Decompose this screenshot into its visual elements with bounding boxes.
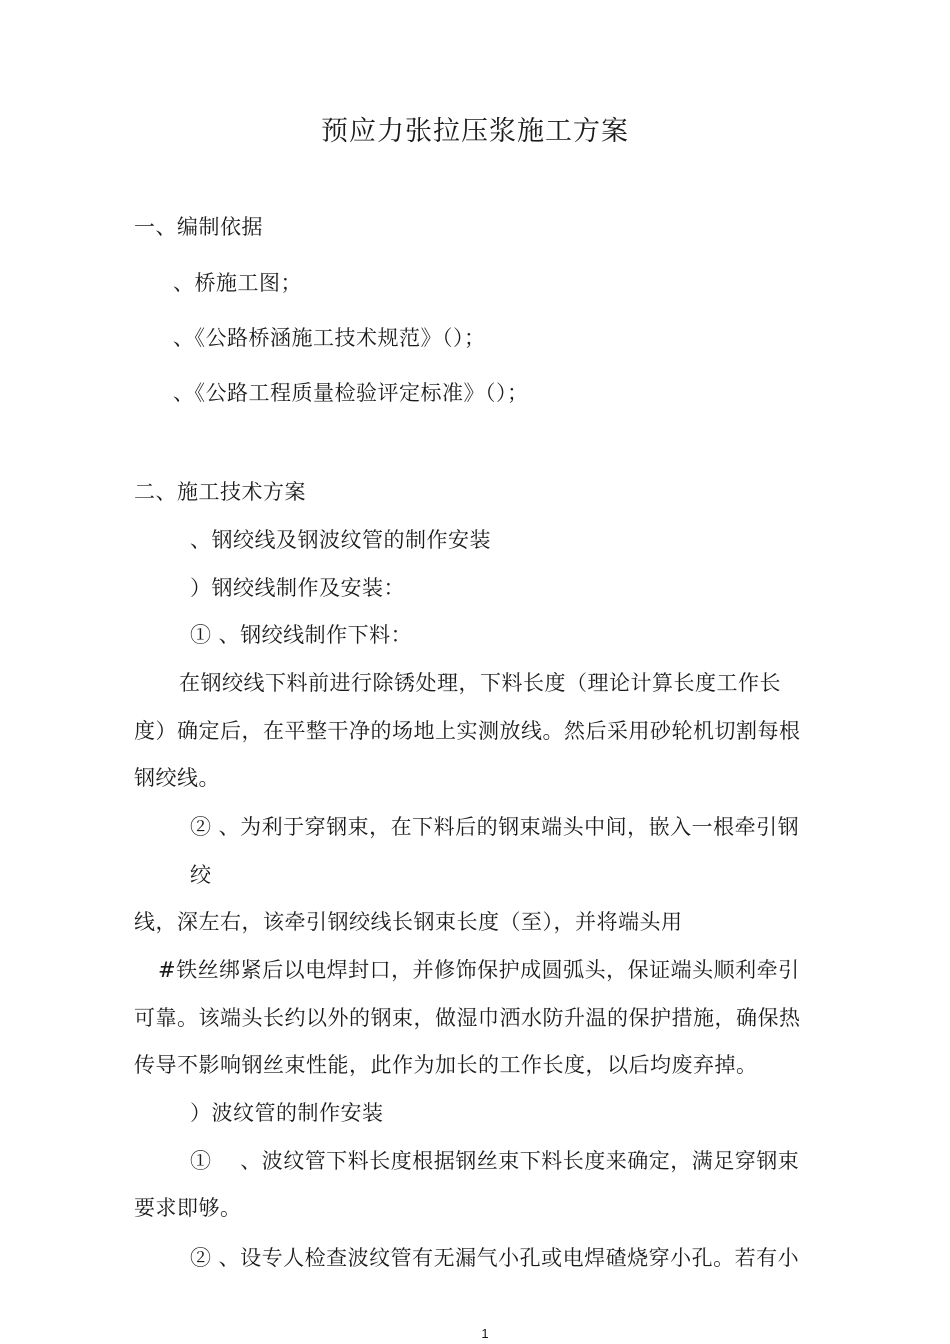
list-item: 、《公路工程质量检验评定标准》（）； [173, 381, 529, 405]
subsection-heading: ① 、钢绞线制作下料： [190, 623, 413, 647]
paragraph-line: 在钢绞线下料前进行除锈处理，下料长度（理论计算长度工作长 [179, 671, 781, 695]
paragraph-line: 要求即够。 [134, 1196, 242, 1220]
paragraph-line: ② 、为利于穿钢束，在下料后的钢束端头中间，嵌入一根牵引钢 [190, 815, 800, 839]
section-heading-basis: 一、编制依据 [134, 215, 263, 239]
paragraph-line: 绞 [190, 863, 212, 887]
paragraph-line: #铁丝绑紧后以电焊封口，并修饰保护成圆弧头，保证端头顺利牵引 [158, 958, 800, 982]
subsection-heading: ）波纹管的制作安装 [190, 1101, 384, 1125]
document-title: 预应力张拉压浆施工方案 [321, 116, 629, 147]
paragraph-line: 可靠。该端头长约以外的钢束，做湿巾洒水防升温的保护措施，确保热 [134, 1006, 801, 1030]
subsection-heading: 、钢绞线及钢波纹管的制作安装 [190, 528, 491, 552]
list-item: 、《公路桥涵施工技术规范》（）； [173, 326, 486, 350]
paragraph-line: 钢绞线。 [134, 766, 220, 790]
section-heading-plan: 二、施工技术方案 [134, 480, 306, 504]
list-item: 、桥施工图； [173, 271, 302, 295]
paragraph-line: 度）确定后，在平整干净的场地上实测放线。然后采用砂轮机切割每根 [134, 719, 801, 743]
paragraph-line: 线，深左右，该牵引钢绞线长钢束长度（至），并将端头用 [134, 910, 683, 934]
subsection-heading: ）钢绞线制作及安装： [190, 576, 405, 600]
paragraph-line: 传导不影响钢丝束性能，此作为加长的工作长度，以后均废弃掉。 [134, 1053, 758, 1077]
paragraph-line: ① 、波纹管下料长度根据钢丝束下料长度来确定，满足穿钢束 [190, 1149, 800, 1173]
page-number: 1 [481, 1326, 489, 1341]
paragraph-line: ② 、设专人检查波纹管有无漏气小孔或电焊碴烧穿小孔。若有小 [190, 1246, 800, 1270]
